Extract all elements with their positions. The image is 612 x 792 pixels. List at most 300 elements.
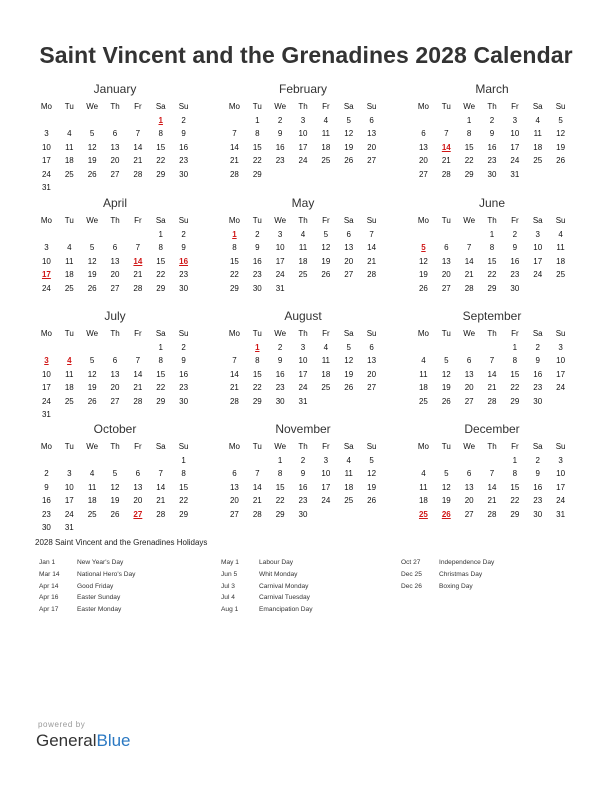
- day-cell: 16: [275, 142, 285, 152]
- weekday-label: Su: [366, 442, 377, 451]
- day-cell: 3: [300, 115, 306, 125]
- weekday-label: Mo: [40, 216, 52, 225]
- day-cell: 4: [89, 469, 95, 478]
- week-row: [35, 255, 195, 269]
- weekday-label: Th: [110, 102, 120, 111]
- day-cell: 28: [464, 283, 474, 293]
- day-cell: 8: [181, 469, 186, 478]
- weekday-header: [223, 440, 383, 454]
- day-cell: [58, 454, 81, 468]
- day-cell: 27: [464, 396, 474, 406]
- day-cell: 15: [252, 369, 262, 379]
- week-row: [223, 395, 383, 409]
- holiday-item: [221, 557, 391, 569]
- holiday-day-cell: 16: [179, 256, 189, 266]
- weekday-label: Tu: [441, 442, 451, 451]
- day-cell: 1: [489, 229, 495, 239]
- week-row: [412, 282, 572, 296]
- day-cell: [58, 114, 81, 128]
- day-cell: 6: [112, 243, 118, 252]
- holiday-day-cell: 17: [41, 270, 51, 279]
- day-cell: [81, 341, 104, 355]
- holiday-item: [39, 604, 209, 616]
- brand-logo[interactable]: [36, 731, 131, 751]
- weekday-label: We: [86, 329, 99, 338]
- day-cell: 28: [133, 396, 143, 406]
- day-cell: 6: [112, 356, 118, 365]
- day-cell: 6: [466, 469, 472, 478]
- day-cell: 1: [158, 229, 163, 239]
- day-cell: 8: [466, 129, 472, 138]
- day-cell: 17: [298, 142, 308, 152]
- day-cell: 15: [229, 256, 239, 266]
- day-cell: 22: [156, 156, 166, 165]
- day-cell: 26: [344, 156, 354, 165]
- day-cell: 7: [135, 129, 141, 138]
- weekday-header: [412, 214, 572, 228]
- day-cell: 2: [181, 115, 186, 125]
- week-row: [223, 494, 383, 508]
- day-cell: [314, 282, 337, 296]
- day-cell: 23: [298, 496, 308, 505]
- weekday-header: [412, 440, 572, 454]
- week-row: [412, 395, 572, 409]
- day-cell: 23: [252, 270, 262, 279]
- day-cell: 14: [229, 369, 239, 379]
- week-row: [223, 467, 383, 481]
- day-cell: 8: [255, 356, 260, 365]
- day-cell: 24: [510, 156, 520, 165]
- day-cell: 4: [558, 229, 563, 239]
- day-cell: 20: [441, 270, 451, 279]
- day-cell: 18: [321, 369, 331, 379]
- weekday-label: Mo: [40, 329, 52, 338]
- weekday-label: Fr: [134, 329, 142, 338]
- day-cell: 25: [298, 270, 308, 279]
- day-cell: 3: [323, 455, 329, 465]
- day-cell: 10: [533, 243, 543, 252]
- day-cell: [412, 454, 435, 468]
- day-cell: [481, 454, 504, 468]
- day-cell: 10: [510, 129, 520, 138]
- day-cell: 26: [321, 270, 331, 279]
- day-cell: [126, 228, 149, 242]
- day-cell: 24: [64, 509, 74, 519]
- day-cell: 23: [533, 496, 543, 505]
- day-cell: 7: [232, 129, 237, 138]
- day-cell: 20: [464, 383, 474, 392]
- page-title: Saint Vincent and the Grenadines 2028 Calendar: [39, 42, 573, 68]
- day-cell: 9: [181, 243, 186, 252]
- day-cell: 26: [441, 396, 451, 406]
- weekday-label: Su: [366, 329, 377, 338]
- day-cell: 2: [277, 342, 283, 352]
- week-row: [35, 508, 195, 522]
- day-cell: [149, 521, 172, 535]
- holiday-name: Easter Monday: [77, 606, 122, 614]
- day-cell: 10: [64, 482, 74, 492]
- day-cell: 29: [156, 283, 166, 293]
- day-cell: [104, 341, 127, 355]
- holiday-day-cell: 4: [67, 356, 72, 365]
- weekday-header: [223, 100, 383, 114]
- holiday-day-cell: 1: [232, 229, 237, 239]
- month-block: [412, 196, 572, 295]
- day-cell: 26: [418, 283, 428, 293]
- week-row: [35, 228, 195, 242]
- day-cell: 10: [298, 356, 308, 365]
- holiday-item: [39, 592, 209, 604]
- week-row: [35, 381, 195, 395]
- holiday-day-cell: 3: [44, 356, 49, 365]
- day-cell: 15: [179, 482, 189, 492]
- holiday-day-cell: 5: [421, 243, 426, 252]
- day-cell: [104, 181, 127, 195]
- day-cell: 4: [421, 469, 426, 478]
- day-cell: 20: [133, 496, 143, 505]
- day-cell: 12: [367, 469, 377, 478]
- month-name: June: [478, 196, 506, 210]
- day-cell: 28: [487, 396, 497, 406]
- day-cell: 20: [110, 270, 120, 279]
- weekday-label: Mo: [417, 442, 429, 451]
- day-cell: 17: [41, 383, 51, 392]
- day-cell: 20: [110, 156, 120, 165]
- holiday-day-cell: 25: [418, 509, 428, 519]
- day-cell: 5: [89, 129, 95, 138]
- weekday-label: Su: [555, 329, 566, 338]
- weekday-header: [35, 100, 195, 114]
- week-row: [412, 114, 572, 128]
- week-row: [223, 481, 383, 495]
- day-cell: 12: [441, 482, 451, 492]
- holiday-date: May 1: [221, 559, 239, 566]
- day-cell: 15: [156, 142, 166, 152]
- holiday-item: [39, 581, 209, 593]
- month-block: [223, 309, 383, 408]
- day-cell: 10: [298, 129, 308, 138]
- weekday-label: Sa: [343, 102, 354, 111]
- day-cell: 4: [67, 243, 72, 252]
- day-cell: 13: [110, 142, 120, 152]
- month-name: November: [275, 422, 331, 436]
- week-row: [223, 154, 383, 168]
- day-cell: 4: [535, 115, 540, 125]
- month-name: March: [475, 82, 509, 96]
- week-row: [412, 454, 572, 468]
- day-cell: 13: [110, 369, 120, 379]
- day-cell: 13: [367, 356, 377, 365]
- day-cell: 28: [156, 509, 166, 519]
- day-cell: [246, 454, 269, 468]
- day-cell: 12: [441, 369, 451, 379]
- day-cell: 16: [533, 482, 543, 492]
- holiday-date: Jun 5: [221, 570, 238, 578]
- day-cell: 5: [444, 356, 449, 365]
- day-cell: 24: [41, 396, 51, 406]
- holiday-date: Aug 1: [221, 606, 239, 614]
- day-cell: [526, 282, 549, 296]
- weekday-label: Su: [555, 102, 566, 111]
- day-cell: 2: [181, 229, 186, 239]
- day-cell: [337, 168, 360, 182]
- month-block: [35, 309, 195, 422]
- day-cell: 27: [110, 283, 120, 293]
- day-cell: 3: [67, 469, 72, 478]
- day-cell: 19: [344, 142, 354, 152]
- weekday-label: Th: [110, 442, 120, 451]
- day-cell: 16: [533, 369, 543, 379]
- weekday-label: Su: [366, 216, 377, 225]
- day-cell: 26: [344, 383, 354, 392]
- day-cell: 30: [533, 509, 543, 519]
- day-cell: [126, 408, 149, 422]
- day-cell: 19: [87, 156, 97, 165]
- week-row: [223, 255, 383, 269]
- weekday-label: Sa: [343, 442, 354, 451]
- day-cell: [549, 395, 572, 409]
- day-cell: 12: [110, 482, 120, 492]
- weekday-label: Fr: [134, 102, 142, 111]
- day-cell: 21: [441, 156, 451, 165]
- day-cell: 22: [487, 270, 497, 279]
- day-cell: [104, 228, 127, 242]
- weekday-label: Tu: [64, 442, 74, 451]
- day-cell: [81, 454, 104, 468]
- month-name: July: [104, 309, 126, 323]
- weekday-label: Sa: [343, 216, 354, 225]
- day-cell: 16: [41, 496, 51, 505]
- day-cell: 29: [510, 509, 520, 519]
- week-row: [412, 481, 572, 495]
- day-cell: 2: [535, 455, 540, 465]
- day-cell: 30: [298, 509, 308, 519]
- day-cell: 14: [487, 369, 497, 379]
- day-cell: 27: [441, 283, 451, 293]
- day-cell: 25: [321, 156, 331, 165]
- day-cell: 20: [464, 496, 474, 505]
- day-cell: 10: [41, 142, 51, 152]
- day-cell: 9: [512, 243, 518, 252]
- day-cell: 23: [487, 156, 497, 165]
- week-row: [35, 521, 195, 535]
- day-cell: [58, 408, 81, 422]
- month-block: [223, 82, 383, 181]
- holiday-item: [221, 569, 391, 581]
- weekday-label: Th: [298, 329, 308, 338]
- day-cell: 8: [158, 356, 163, 365]
- day-cell: 22: [156, 270, 166, 279]
- day-cell: 3: [44, 243, 49, 252]
- week-row: [223, 114, 383, 128]
- holiday-name: Labour Day: [259, 559, 294, 566]
- day-cell: [314, 508, 337, 522]
- day-cell: 27: [229, 509, 239, 519]
- month-block: [35, 196, 195, 295]
- day-cell: 30: [179, 283, 189, 293]
- day-cell: 6: [369, 115, 374, 125]
- day-cell: 9: [489, 129, 495, 138]
- day-cell: 23: [275, 383, 285, 392]
- day-cell: 5: [346, 115, 351, 125]
- day-cell: [549, 168, 572, 182]
- week-row: [223, 268, 383, 282]
- day-cell: 1: [466, 115, 472, 125]
- day-cell: [172, 408, 195, 422]
- day-cell: 23: [510, 270, 520, 279]
- day-cell: 11: [344, 469, 353, 478]
- week-row: [35, 114, 195, 128]
- holiday-date: Mar 14: [39, 570, 60, 578]
- day-cell: 21: [133, 156, 143, 165]
- day-cell: 26: [87, 283, 97, 293]
- day-cell: 1: [158, 342, 163, 352]
- day-cell: 8: [277, 469, 283, 478]
- day-cell: 20: [367, 142, 377, 152]
- day-cell: 9: [277, 356, 283, 365]
- month-name: May: [291, 196, 315, 210]
- day-cell: [223, 341, 246, 355]
- day-cell: [360, 508, 383, 522]
- weekday-label: Mo: [228, 102, 240, 111]
- day-cell: 16: [298, 482, 308, 492]
- holiday-day-cell: 27: [133, 509, 143, 519]
- weekday-label: Su: [178, 442, 189, 451]
- day-cell: 2: [535, 342, 540, 352]
- month-block: [35, 82, 195, 195]
- weekday-label: Su: [178, 216, 189, 225]
- day-cell: 5: [89, 356, 95, 365]
- day-cell: 15: [510, 369, 520, 379]
- day-cell: 3: [44, 129, 49, 138]
- holiday-day-cell: 1: [158, 115, 163, 125]
- day-cell: 3: [535, 229, 540, 239]
- day-cell: 19: [418, 270, 428, 279]
- day-cell: 29: [487, 283, 497, 293]
- weekday-label: Tu: [441, 102, 451, 111]
- holiday-date: Jul 3: [221, 582, 235, 590]
- holiday-name: Good Friday: [77, 582, 114, 590]
- week-row: [412, 494, 572, 508]
- day-cell: 2: [489, 115, 495, 125]
- day-cell: 8: [512, 356, 518, 365]
- day-cell: 19: [367, 482, 377, 492]
- holiday-date: Apr 14: [39, 582, 59, 590]
- weekday-label: Fr: [322, 216, 330, 225]
- day-cell: 14: [229, 142, 239, 152]
- day-cell: 28: [441, 169, 451, 179]
- day-cell: 22: [252, 383, 262, 392]
- day-cell: 16: [487, 142, 497, 152]
- day-cell: 17: [556, 369, 566, 379]
- week-row: [412, 127, 572, 141]
- day-cell: 24: [298, 383, 308, 392]
- day-cell: 25: [533, 156, 543, 165]
- weekday-label: Fr: [134, 216, 142, 225]
- day-cell: 7: [232, 356, 237, 365]
- day-cell: [269, 168, 292, 182]
- day-cell: 17: [275, 256, 285, 266]
- holidays-title: 2028 Saint Vincent and the Grenadines Holidays: [35, 538, 208, 547]
- weekday-header: [35, 327, 195, 341]
- day-cell: [58, 228, 81, 242]
- day-cell: 24: [533, 270, 543, 279]
- day-cell: 20: [344, 256, 354, 266]
- day-cell: 1: [512, 455, 518, 465]
- day-cell: 19: [441, 383, 451, 392]
- week-row: [35, 268, 195, 282]
- day-cell: 16: [252, 256, 262, 266]
- day-cell: [35, 228, 58, 242]
- day-cell: 28: [229, 169, 239, 179]
- week-row: [35, 454, 195, 468]
- day-cell: [458, 454, 481, 468]
- day-cell: 12: [87, 369, 97, 379]
- day-cell: 18: [64, 270, 74, 279]
- week-row: [35, 481, 195, 495]
- day-cell: 6: [369, 342, 374, 352]
- day-cell: 2: [512, 229, 518, 239]
- holiday-item: [221, 592, 391, 604]
- day-cell: 16: [179, 369, 189, 379]
- weekday-header: [412, 327, 572, 341]
- day-cell: [172, 521, 195, 535]
- weekday-label: We: [463, 216, 476, 225]
- day-cell: 30: [179, 396, 189, 406]
- day-cell: 13: [418, 142, 428, 152]
- week-row: [223, 381, 383, 395]
- day-cell: 24: [321, 496, 331, 505]
- day-cell: 6: [232, 469, 237, 478]
- day-cell: 9: [535, 469, 540, 478]
- weekday-label: Mo: [228, 216, 240, 225]
- day-cell: 5: [323, 229, 329, 239]
- day-cell: [412, 114, 435, 128]
- day-cell: 14: [156, 482, 166, 492]
- day-cell: 3: [558, 455, 563, 465]
- day-cell: 25: [64, 396, 74, 406]
- weekday-label: Mo: [40, 102, 52, 111]
- weekday-label: Tu: [64, 329, 74, 338]
- day-cell: [458, 341, 481, 355]
- brand-part-1: General: [36, 731, 97, 750]
- holiday-day-cell: 14: [133, 256, 143, 266]
- day-cell: [149, 181, 172, 195]
- day-cell: 19: [110, 496, 120, 505]
- day-cell: 14: [464, 256, 474, 266]
- day-cell: 2: [44, 469, 49, 478]
- day-cell: 27: [110, 396, 120, 406]
- weekday-header: [35, 214, 195, 228]
- day-cell: 3: [558, 342, 563, 352]
- day-cell: 17: [510, 142, 520, 152]
- week-row: [35, 181, 195, 195]
- day-cell: [526, 168, 549, 182]
- day-cell: 23: [179, 270, 189, 279]
- weekday-label: Tu: [252, 216, 262, 225]
- weekday-label: Th: [298, 102, 308, 111]
- week-row: [35, 467, 195, 481]
- day-cell: [435, 228, 458, 242]
- month-block: [412, 82, 572, 181]
- day-cell: 4: [67, 129, 72, 138]
- weekday-label: We: [274, 442, 287, 451]
- day-cell: 22: [464, 156, 474, 165]
- weekday-label: Fr: [511, 102, 519, 111]
- day-cell: 21: [252, 496, 262, 505]
- day-cell: 18: [533, 142, 543, 152]
- day-cell: 11: [65, 256, 74, 266]
